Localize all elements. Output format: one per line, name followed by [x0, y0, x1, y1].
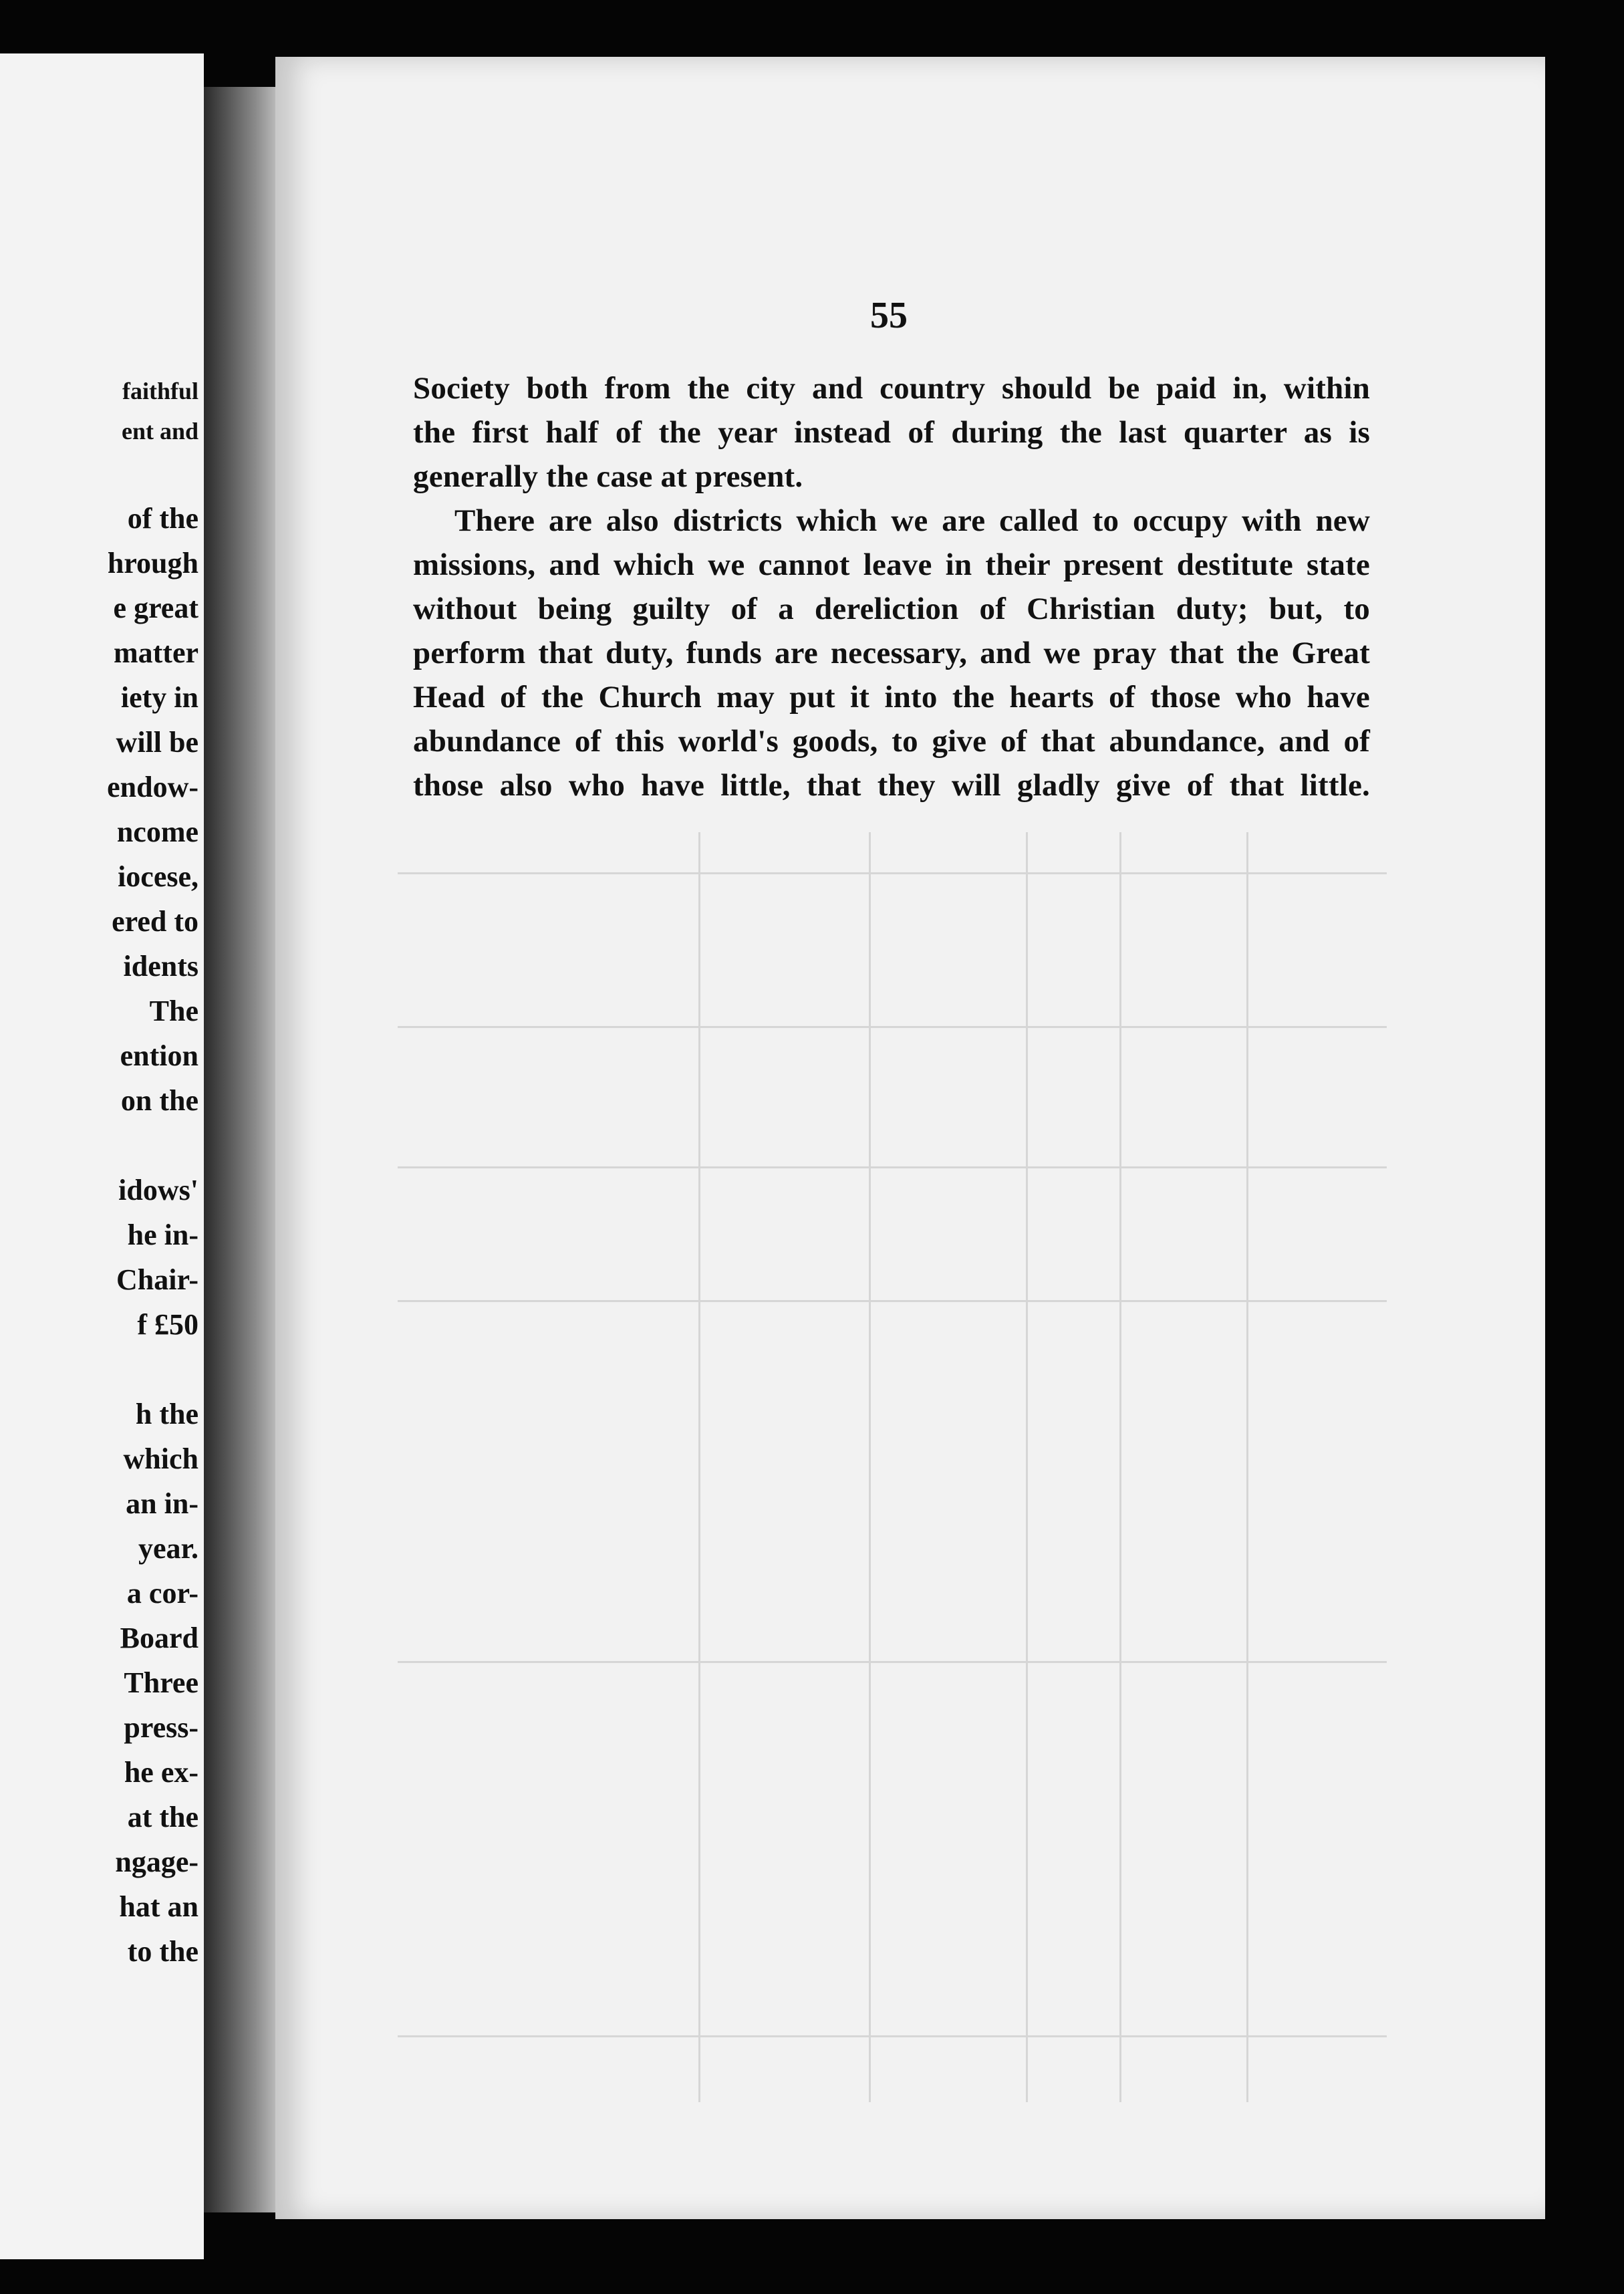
left-line: he in-: [127, 1219, 198, 1251]
left-line: idows': [118, 1174, 198, 1206]
left-line: matter: [113, 636, 198, 669]
text-line: There are also districts which we are called to occupy with new: [454, 503, 1370, 538]
left-line: idents: [123, 950, 198, 983]
text-line: without being guilty of a dereliction of Christian duty; but, to: [413, 592, 1370, 626]
text-line: abundance of this world's goods, to give of that abundance, and of: [413, 724, 1370, 759]
left-line: a cor-: [126, 1577, 198, 1610]
left-facing-page: [0, 53, 204, 2259]
left-line: [0, 1123, 198, 1168]
page-number: 55: [870, 295, 908, 336]
left-line: of the: [127, 502, 198, 535]
left-line: Board: [120, 1622, 198, 1654]
left-line: he ex-: [124, 1756, 198, 1789]
left-line: year.: [138, 1532, 198, 1565]
left-line: Three: [124, 1666, 198, 1699]
left-line: hrough: [107, 547, 198, 580]
left-line: ngage-: [115, 1845, 198, 1878]
text-line: Society both from the city and country should be paid in, within: [413, 371, 1370, 406]
left-line: ent and: [121, 418, 198, 444]
book-gutter: [204, 87, 277, 2212]
left-line: Chair-: [116, 1263, 198, 1296]
left-line: hat an: [119, 1890, 198, 1923]
left-line: endow-: [107, 771, 198, 803]
text-line: the first half of the year instead of during the last quarter as is: [413, 415, 1370, 450]
left-line: will be: [116, 726, 198, 759]
left-line: on the: [120, 1084, 198, 1117]
left-line: at the: [127, 1801, 198, 1833]
left-line: an in-: [126, 1487, 198, 1520]
text-line: those also who have little, that they will gladly give of that little.: [413, 768, 1370, 803]
left-line: h the: [135, 1398, 198, 1430]
bleed-through-table: [398, 832, 1387, 2102]
left-line: faithful: [122, 378, 198, 404]
text-line: Head of the Church may put it into the hearts of those who have: [413, 680, 1370, 715]
left-line: press-: [124, 1711, 198, 1744]
left-line: f £50: [137, 1308, 198, 1341]
left-line: e great: [113, 592, 198, 624]
left-line: ncome: [116, 815, 198, 848]
left-line: ered to: [112, 905, 198, 938]
body-text: [413, 366, 1370, 807]
left-line: to the: [127, 1935, 198, 1968]
left-line: iety in: [120, 681, 198, 714]
left-line: which: [123, 1442, 198, 1475]
text-line: perform that duty, funds are necessary, and we pray that the Great: [413, 636, 1370, 670]
text-line: generally the case at present.: [413, 459, 803, 494]
left-line: [0, 1347, 198, 1392]
left-page-text: [0, 371, 198, 1974]
left-line: ention: [120, 1039, 198, 1072]
left-line: The: [149, 995, 198, 1027]
left-line: [0, 451, 198, 496]
text-line: missions, and which we cannot leave in their present destitute state: [413, 547, 1370, 582]
left-line: iocese,: [118, 860, 198, 893]
